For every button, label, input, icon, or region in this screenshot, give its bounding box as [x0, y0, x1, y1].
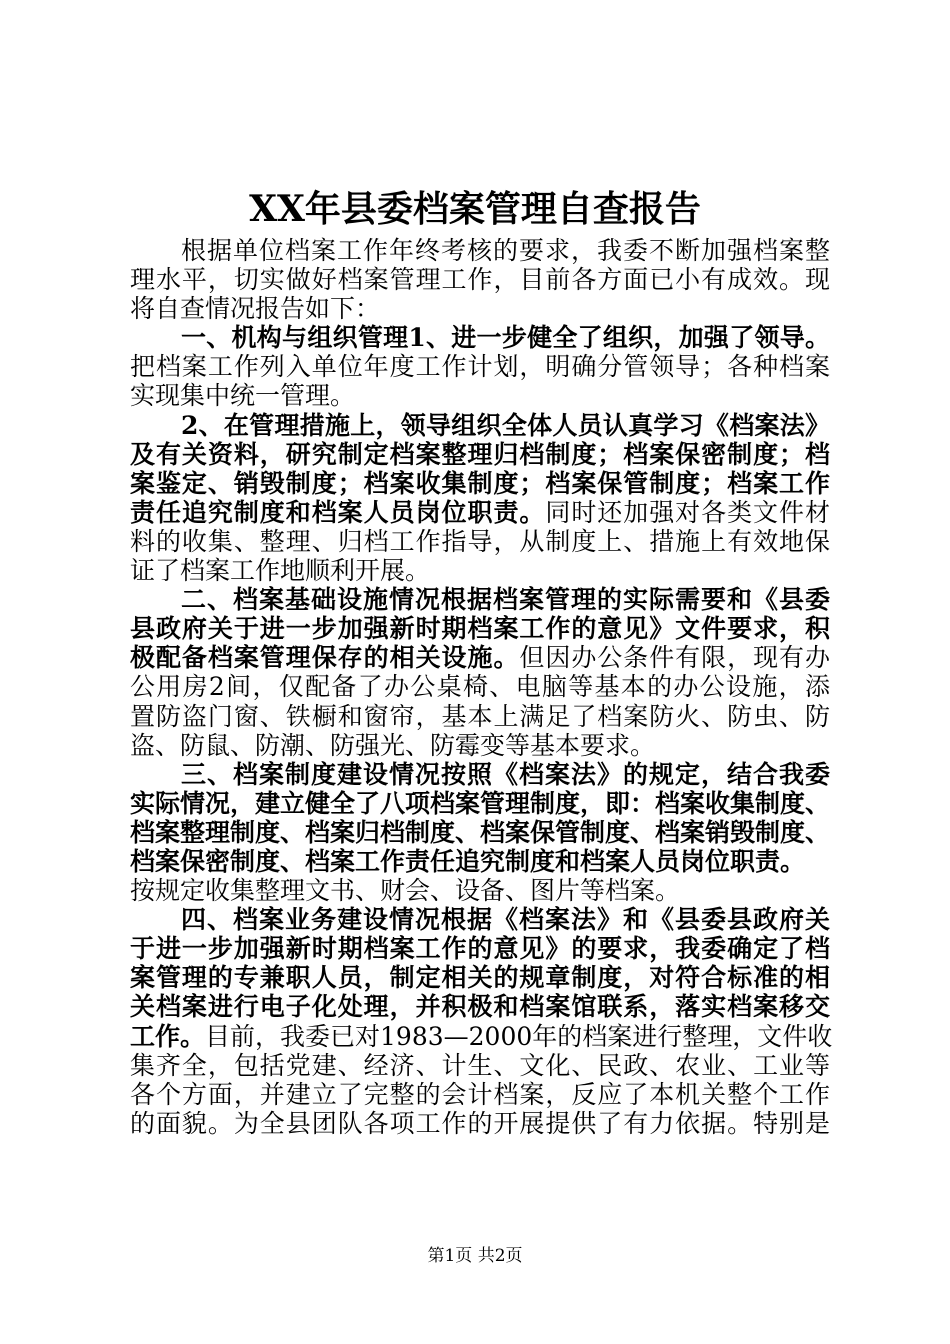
text-line — [130, 469, 830, 498]
text-line — [130, 265, 830, 294]
text-line — [130, 498, 830, 527]
text-run: 实际情况，建立健全了八项档案管理制度，即：档案收集制度、 — [130, 788, 831, 818]
text-line — [130, 1080, 830, 1109]
text-run: 目前，我委已对1983—2000年的档案进行整理，文件收 — [205, 1021, 833, 1051]
paragraph — [130, 323, 830, 410]
text-run: 同时还加强对各类文件材 — [545, 497, 830, 527]
text-run: 二、档案基础设施情况根据档案管理的实际需要和《县委 — [181, 585, 830, 615]
text-run: 集齐全，包括党建、经济、计生、文化、民政、农业、工业等 — [130, 1050, 830, 1080]
text-run: 极配备档案管理保存的相关设施。 — [130, 643, 520, 673]
text-line — [130, 672, 830, 701]
text-line — [130, 789, 830, 818]
text-run: 公用房2间，仅配备了办公桌椅、电脑等基本的办公设施，添 — [130, 672, 830, 702]
text-line — [130, 643, 830, 672]
text-run: 证了档案工作地顺利开展。 — [130, 556, 431, 586]
paragraph — [130, 760, 830, 905]
document-body — [130, 236, 833, 1138]
text-run: 档案保密制度、档案工作责任追究制度和档案人员岗位职责。 — [130, 846, 806, 876]
text-line — [130, 731, 830, 760]
text-run: 但因办公条件有限，现有办 — [519, 643, 830, 673]
text-run: 各个方面，并建立了完整的会计档案，反应了本机关整个工作 — [130, 1079, 830, 1109]
paragraph — [130, 905, 833, 1138]
text-line — [130, 818, 830, 847]
paragraph — [130, 411, 830, 586]
text-line — [130, 381, 830, 410]
text-line — [130, 294, 830, 323]
text-line — [130, 556, 830, 585]
text-line — [130, 702, 830, 731]
text-line — [130, 1109, 830, 1138]
text-run: 县政府关于进一步加强新时期档案工作的意见》文件要求，积 — [130, 614, 830, 644]
text-line — [130, 992, 830, 1021]
text-run: 置防盗门窗、铁橱和窗帘，基本上满足了档案防火、防虫、防 — [130, 701, 830, 731]
text-run: 按规定收集整理文书、财会、设备、图片等档案。 — [130, 876, 681, 906]
text-run: 把档案工作列入单位年度工作计划，明确分管领导；各种档案 — [130, 352, 830, 382]
text-line — [130, 876, 830, 905]
text-line — [130, 411, 830, 440]
text-line — [130, 585, 830, 614]
text-run: 责任追究制度和档案人员岗位职责。 — [130, 497, 546, 527]
text-run: 2、在管理措施上，领导组织全体人员认真学习《档案法》 — [181, 410, 830, 440]
paragraph — [130, 236, 830, 323]
text-line — [130, 1021, 833, 1051]
text-line — [130, 236, 830, 265]
text-line — [130, 934, 830, 963]
text-line — [130, 1051, 830, 1080]
text-run: 档案整理制度、档案归档制度、档案保管制度、档案销毁制度、 — [130, 817, 831, 847]
text-run: 盗、防鼠、防潮、防强光、防霉变等基本要求。 — [130, 730, 656, 760]
text-line — [130, 760, 830, 789]
text-run: 将自查情况报告如下： — [130, 294, 381, 324]
text-run: 及有关资料，研究制定档案整理归档制度；档案保密制度；档 — [130, 439, 830, 469]
text-run: 理水平，切实做好档案管理工作，目前各方面已小有成效。现 — [130, 265, 830, 295]
text-run: 于进一步加强新时期档案工作的意见》的要求，我委确定了档 — [130, 934, 830, 964]
text-run: 案管理的专兼职人员，制定相关的规章制度，对符合标准的相 — [130, 963, 830, 993]
text-line — [130, 323, 830, 352]
text-run: 关档案进行电子化处理，并积极和档案馆联系，落实档案移交 — [130, 992, 830, 1022]
text-line — [130, 963, 830, 992]
paragraph — [130, 585, 830, 760]
text-run: 案鉴定、销毁制度；档案收集制度；档案保管制度；档案工作 — [130, 468, 830, 498]
page-footer: 第1页 共2页 — [427, 1246, 523, 1266]
text-run: 料的收集、整理、归档工作指导，从制度上、措施上有效地保 — [130, 526, 830, 556]
text-line — [130, 527, 830, 556]
text-line — [130, 352, 830, 381]
text-run: 三、档案制度建设情况按照《档案法》的规定，结合我委 — [181, 759, 830, 789]
text-run: 的面貌。为全县团队各项工作的开展提供了有力依据。特别是 — [130, 1108, 830, 1138]
text-run: 根据单位档案工作年终考核的要求，我委不断加强档案整 — [181, 236, 830, 265]
text-line — [130, 847, 830, 876]
document-title: XX年县委档案管理自查报告 — [249, 188, 701, 230]
text-line — [130, 440, 830, 469]
text-run: 四、档案业务建设情况根据《档案法》和《县委县政府关 — [181, 905, 830, 935]
text-line — [130, 905, 830, 934]
text-line — [130, 614, 830, 643]
text-run: 一、机构与组织管理1、进一步健全了组织，加强了领导。 — [181, 323, 830, 353]
text-run: 实现集中统一管理。 — [130, 381, 356, 411]
text-run: 工作。 — [130, 1021, 206, 1051]
